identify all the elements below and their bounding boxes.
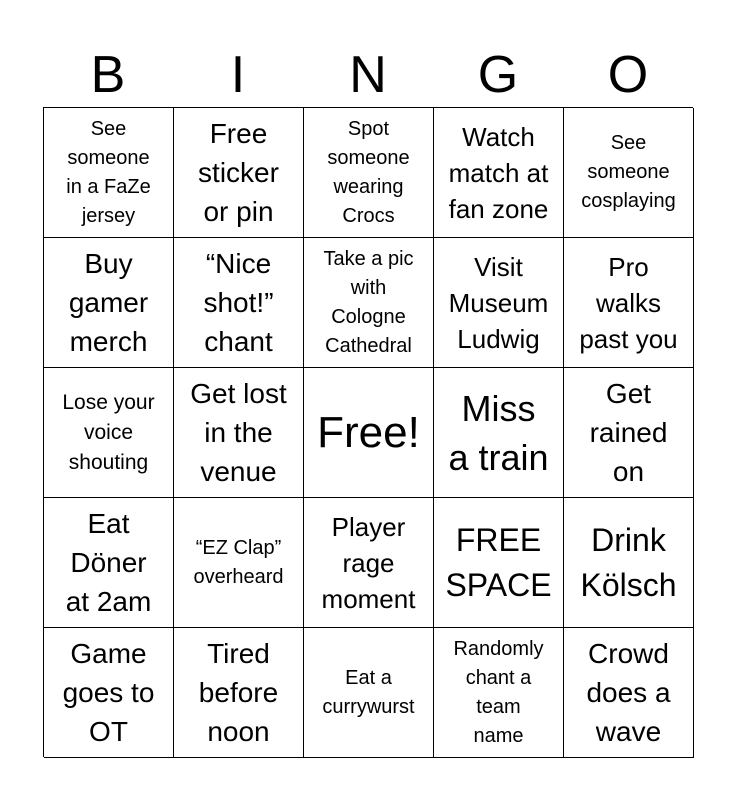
bingo-cell[interactable] [434, 108, 564, 238]
bingo-cell-text: Pro walks past you [579, 251, 678, 354]
bingo-cell[interactable] [304, 238, 434, 368]
header-letter-n: N [349, 46, 387, 104]
header-letter-i: I [230, 46, 246, 104]
bingo-cell-text: See someone cosplaying [581, 132, 676, 212]
bingo-cell[interactable] [174, 628, 304, 758]
bingo-cell-text: Buy gamer merch [68, 248, 149, 357]
bingo-cell[interactable] [304, 628, 434, 758]
bingo-cell-text: “EZ Clap” overheard [193, 536, 284, 588]
header-letter-o: O [607, 46, 649, 104]
bingo-cell[interactable] [44, 498, 174, 628]
bingo-card-grid [43, 107, 693, 757]
bingo-cell-text: Lose your voice shouting [62, 390, 155, 474]
bingo-cell-text: Visit Museum Ludwig [448, 251, 549, 354]
bingo-cell[interactable] [174, 368, 304, 498]
bingo-header [43, 42, 693, 108]
bingo-cell[interactable] [434, 628, 564, 758]
bingo-cell[interactable] [44, 368, 174, 498]
bingo-cell[interactable] [304, 498, 434, 628]
bingo-free-space-cell[interactable] [434, 498, 564, 628]
bingo-cell[interactable] [304, 108, 434, 238]
bingo-cell[interactable] [564, 238, 694, 368]
bingo-cell[interactable] [44, 238, 174, 368]
bingo-cell-text: Spot someone wearing Crocs [327, 117, 410, 227]
bingo-cell[interactable] [44, 628, 174, 758]
bingo-cell-text: Take a pic with Cologne Cathedral [323, 247, 414, 357]
bingo-cell-text: Eat a currywurst [322, 666, 415, 718]
bingo-cell-text: Drink Kölsch [580, 521, 677, 603]
bingo-cell[interactable] [434, 238, 564, 368]
bingo-cell-text: See someone in a FaZe jersey [66, 117, 151, 227]
header-letter-g: G [477, 46, 519, 104]
bingo-cell[interactable] [174, 238, 304, 368]
bingo-cell-text: “Nice shot!” chant [203, 248, 274, 357]
bingo-cell[interactable] [174, 108, 304, 238]
bingo-cell[interactable] [174, 498, 304, 628]
bingo-cell-text: FREE SPACE [445, 521, 552, 603]
bingo-cell[interactable] [564, 498, 694, 628]
bingo-cell-text: Game goes to OT [62, 638, 155, 747]
bingo-free-cell[interactable] [304, 368, 434, 498]
bingo-cell-text: Free! [317, 407, 420, 457]
bingo-cell-text: Eat Döner at 2am [65, 508, 152, 617]
bingo-cell[interactable] [564, 108, 694, 238]
bingo-cell[interactable] [44, 108, 174, 238]
bingo-cell[interactable] [434, 368, 564, 498]
bingo-cell[interactable] [564, 368, 694, 498]
bingo-cell-text: Crowd does a wave [586, 638, 671, 747]
header-letter-b: B [90, 46, 126, 104]
bingo-cell-text: Get rained on [589, 378, 668, 487]
bingo-cell-text: Miss a train [448, 387, 549, 478]
bingo-cell-text: Get lost in the venue [190, 378, 287, 487]
bingo-cell-text: Tired before noon [198, 638, 279, 747]
bingo-cell-text: Randomly chant a team name [453, 637, 544, 747]
bingo-cell[interactable] [564, 628, 694, 758]
bingo-cell-text: Player rage moment [321, 511, 416, 614]
bingo-cell-text: Watch match at fan zone [448, 121, 549, 224]
bingo-cell-text: Free sticker or pin [198, 118, 279, 227]
